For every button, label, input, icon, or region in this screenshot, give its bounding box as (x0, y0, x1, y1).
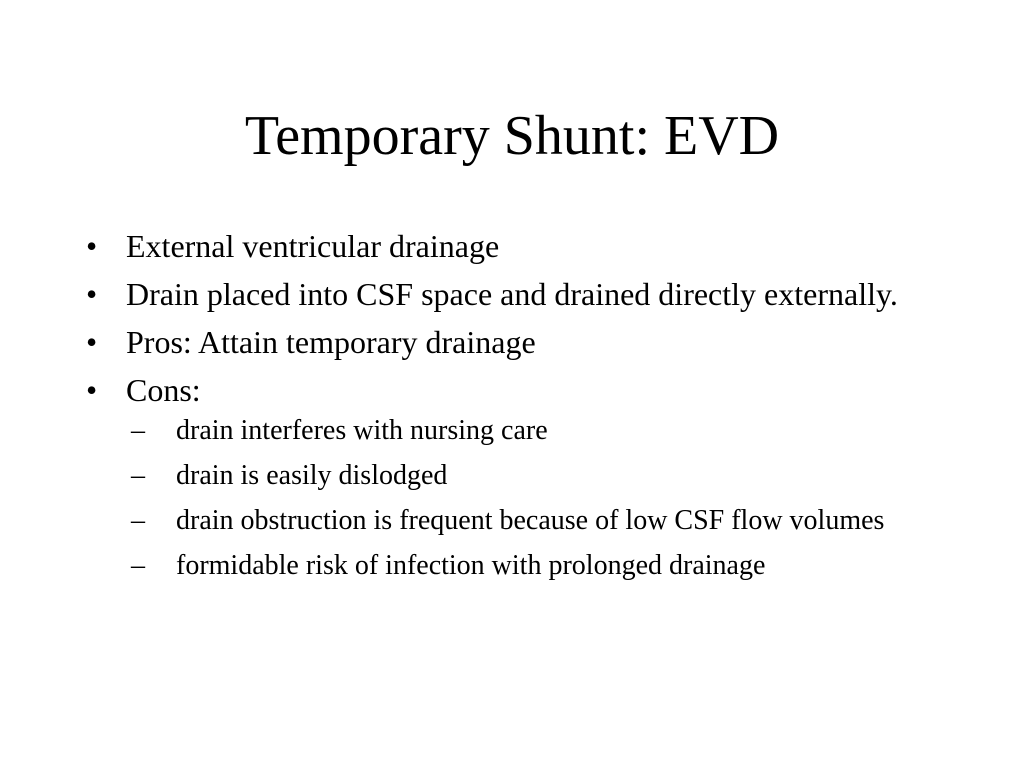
sub-bullet-marker: – (131, 550, 145, 581)
bullet-text: Cons: (126, 372, 201, 408)
sub-bullet-list (131, 412, 961, 585)
bullet-item (86, 322, 936, 362)
sub-bullet-item (131, 412, 961, 450)
sub-bullet-text: formidable risk of infection with prolonged drainage (176, 550, 766, 581)
bullet-text: Drain placed into CSF space and drained directly externally. (126, 276, 898, 312)
sub-bullet-item (131, 457, 961, 495)
bullet-text: Pros: Attain temporary drainage (126, 324, 536, 360)
sub-bullet-item (131, 502, 961, 540)
bullet-marker: • (86, 228, 98, 264)
bullet-item (86, 226, 936, 266)
bullet-marker: • (86, 324, 98, 360)
bullet-item (86, 274, 936, 314)
bullet-list (86, 226, 936, 593)
bullet-marker: • (86, 372, 98, 408)
sub-bullet-marker: – (131, 460, 145, 491)
bullet-text: External ventricular drainage (126, 228, 500, 264)
sub-bullet-marker: – (131, 415, 145, 446)
sub-bullet-text: drain is easily dislodged (176, 460, 448, 491)
sub-bullet-text: drain obstruction is frequent because of low CSF flow volumes (176, 505, 885, 536)
sub-bullet-marker: – (131, 505, 145, 536)
bullet-marker: • (86, 276, 98, 312)
sub-bullet-text: drain interferes with nursing care (176, 415, 548, 446)
sub-bullet-item (131, 547, 961, 585)
bullet-item (86, 370, 936, 585)
slide-title: Temporary Shunt: EVD (244, 105, 780, 167)
